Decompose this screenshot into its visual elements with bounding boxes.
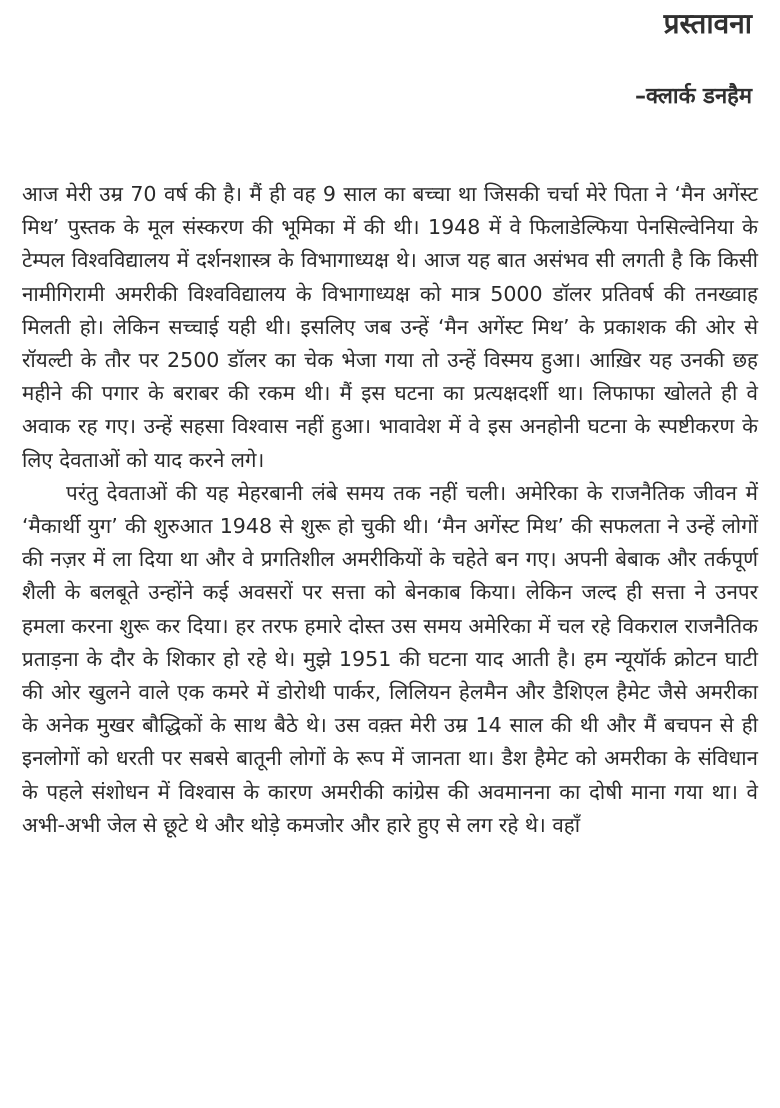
- paragraph-1: आज मेरी उम्र 70 वर्ष की है। मैं ही वह 9 साल का बच्चा था जिसकी चर्चा मेरे पिता ने ‘मैन अगेंस्ट मिथ’ पुस्तक के मूल संस्करण की भूमिका में की थी। 1948 में वे फिलाडेल्फिया पेनसिल्वेनिया के टेम्पल विश्वविद्यालय में दर्शनशास्त्र के विभागाध्यक्ष थे। आज यह बात असंभव सी लगती है कि किसी नामीगिरामी अमरीकी विश्वविद्यालय के विभागाध्यक्ष को मात्र 5000 डॉलर प्रतिवर्ष की तनख्वाह मिलती हो। लेकिन सच्चाई यही थी। इसलिए जब उन्हें ‘मैन अगेंस्ट मिथ’ के प्रकाशक की ओर से रॉयल्टी के तौर पर 2500 डॉलर का चेक भेजा गया तो उन्हें विस्मय हुआ। आख़िर यह उनकी छह महीने की पगार के बराबर की रकम थी। मैं इस घटना का प्रत्यक्षदर्शी था। लिफाफा खोलते ही वे अवाक रह गए। उन्हें सहसा विश्वास नहीं हुआ। भावावेश में वे इस अनहोनी घटना के स्पष्टीकरण के लिए देवताओं को याद करने लगे।: [22, 182, 758, 472]
- body-text: [22, 178, 758, 842]
- paragraph-2: परंतु देवताओं की यह मेहरबानी लंबे समय तक नहीं चली। अमेरिका के राजनैतिक जीवन में ‘मैकार्थी युग’ की शुरुआत 1948 से शुरू हो चुकी थी। ‘मैन अगेंस्ट मिथ’ की सफलता ने उन्हें लोगों की नज़र में ला दिया था और वे प्रगतिशील अमरीकियों के चहेते बन गए। अपनी बेबाक और तर्कपूर्ण शैली के बलबूते उन्होंने कई अवसरों पर सत्ता को बेनकाब किया। लेकिन जल्द ही सत्ता ने उनपर हमला करना शुरू कर दिया। हर तरफ हमारे दोस्त उस समय अमेरिका में चल रहे विकराल राजनैतिक प्रताड़ना के दौर के शिकार हो रहे थे। मुझे 1951 की घटना याद आती है। हम न्यूयॉर्क क्रोटन घाटी की ओर खुलने वाले एक कमरे में डोरोथी पार्कर, लिलियन हेलमैन और डैशिएल हैमेट जैसे अमरीका के अनेक मुखर बौद्धिकों के साथ बैठे थे। उस वक़्त मेरी उम्र 14 साल की थी और मैं बचपन से ही इनलोगों को धरती पर सबसे बातूनी लोगों के रूप में जानता था। डैश हैमेट को अमरीका के संविधान के पहले संशोधन में विश्वास के कारण अमरीकी कांग्रेस की अवमानना का दोषी माना गया था। वे अभी-अभी जेल से छूटे थे और थोड़े कमजोर और हारे हुए से लग रहे थे। वहाँ: [22, 480, 758, 837]
- author-attribution: –क्लार्क डनहैम: [635, 84, 752, 109]
- page-title: प्रस्तावना: [663, 7, 752, 40]
